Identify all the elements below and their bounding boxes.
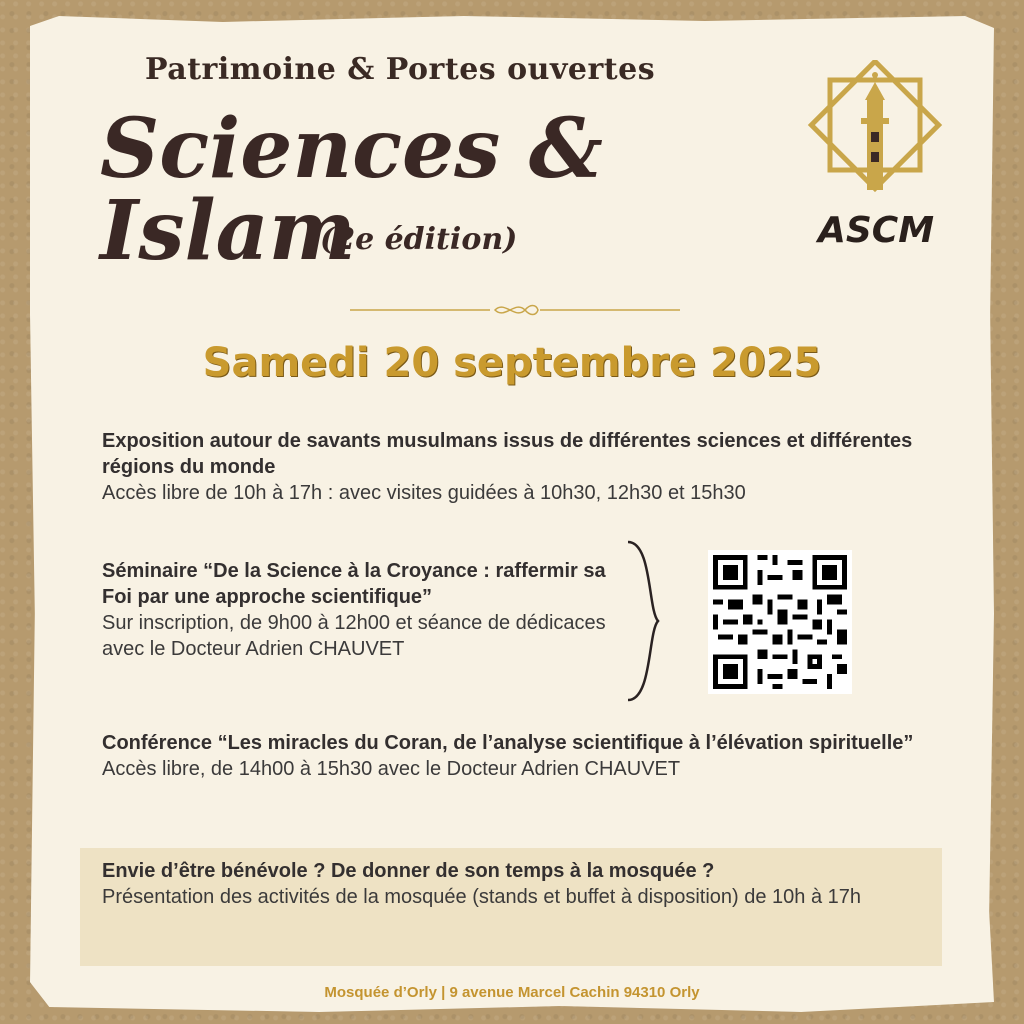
section-exposition bbox=[102, 428, 932, 506]
section-detail: Sur inscription, de 9h00 à 12h00 et séance de dédicaces avec le Docteur Adrien CHAUVET bbox=[102, 612, 606, 660]
ornament-divider bbox=[350, 300, 680, 320]
section-detail: Accès libre de 10h à 17h : avec visites guidées à 10h30, 12h30 et 15h30 bbox=[102, 482, 746, 504]
section-heading: Envie d’être bénévole ? De donner de son temps à la mosquée ? bbox=[102, 860, 715, 882]
logo-text: ASCM bbox=[818, 210, 935, 251]
edition-label: (2e édition) bbox=[320, 222, 518, 257]
footer-address: Mosquée d’Orly | 9 avenue Marcel Cachin 94310 Orly bbox=[324, 984, 700, 1001]
section-heading: Conférence “Les miracles du Coran, de l’analyse scientifique à l’élévation spirituelle” bbox=[102, 732, 914, 754]
section-conference bbox=[102, 730, 932, 782]
section-detail: Accès libre, de 14h00 à 15h30 avec le Docteur Adrien CHAUVET bbox=[102, 758, 681, 780]
section-seminaire bbox=[102, 558, 622, 662]
event-date: Samedi 20 septembre 2025 bbox=[202, 340, 822, 386]
section-detail: Présentation des activités de la mosquée (stands et buffet à disposition) de 10h à 17h bbox=[102, 886, 862, 908]
section-benevole bbox=[102, 858, 912, 910]
curly-brace-icon bbox=[622, 540, 662, 702]
event-subtitle: Patrimoine & Portes ouvertes bbox=[145, 52, 656, 87]
section-heading: Exposition autour de savants musulmans issus de différentes sciences et différentes régions du monde bbox=[102, 430, 913, 478]
section-heading: Séminaire “De la Science à la Croyance : raffermir sa Foi par une approche scientifique” bbox=[102, 560, 606, 608]
page-title: Sciences & Islam bbox=[100, 101, 603, 279]
qr-code-icon[interactable] bbox=[708, 550, 852, 694]
minaret-star-icon bbox=[795, 60, 955, 210]
